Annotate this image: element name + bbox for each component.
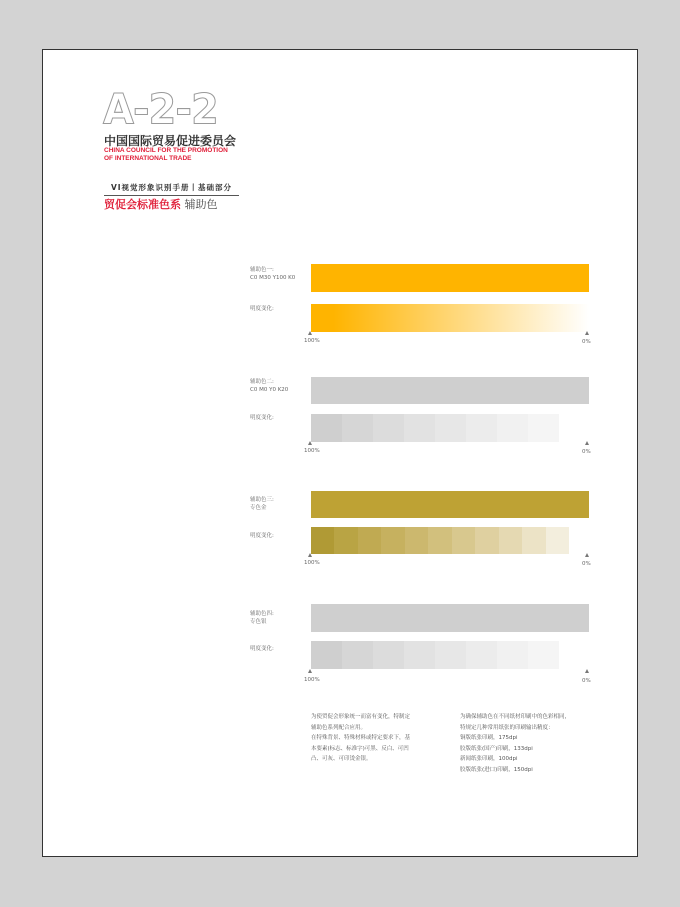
scale-marker-right (585, 553, 589, 557)
tint-step (311, 414, 342, 442)
color-3-label (250, 496, 274, 512)
notes-left (311, 712, 410, 765)
color-1-gradient (311, 304, 589, 332)
color-2-variation-label: 明度变化: (250, 415, 274, 421)
color-1-name: 辅助色一: (250, 267, 274, 273)
color-1-swatch (311, 264, 589, 292)
tint-step (428, 527, 451, 554)
note-line: 铜版纸张印刷，175dpi (460, 735, 518, 741)
tint-step (381, 527, 404, 554)
color-3-steps (311, 527, 569, 554)
color-2-label (250, 378, 288, 394)
tint-step (466, 414, 497, 442)
tint-step (435, 641, 466, 669)
color-1-label (250, 266, 295, 282)
org-name-cn: 中国国际贸易促进委员会 (104, 134, 237, 148)
tint-step (497, 641, 528, 669)
tint-step (452, 527, 475, 554)
color-4-swatch (311, 604, 589, 632)
scale-marker-right (585, 441, 589, 445)
scale-left-label: 100% (304, 448, 320, 454)
color-2-swatch (311, 377, 589, 404)
note-line: 凸、可灰、可印烫金银。 (311, 756, 372, 762)
tint-step (475, 527, 498, 554)
page-code: A-2-2 (103, 85, 218, 135)
scale-marker-left (308, 553, 312, 557)
tint-step (405, 527, 428, 554)
color-3-swatch (311, 491, 589, 518)
color-4-spec: 专色银 (250, 619, 267, 625)
note-line: 辅助色系列配合应用。 (311, 724, 367, 731)
tint-step (311, 641, 342, 669)
scale-marker-left (308, 441, 312, 445)
org-name-en-line2: OF INTERNATIONAL TRADE (104, 154, 192, 162)
tint-step (435, 414, 466, 442)
color-4-steps (311, 641, 559, 669)
tint-step (528, 414, 559, 442)
tint-step (404, 641, 435, 669)
note-line: 新闻纸张印刷，100dpi (460, 756, 518, 762)
note-line: 本要素(标志、标准字)可黑、反白、可凹 (311, 745, 409, 752)
note-line: 为确保辅助色在不同纸材印刷中的色彩相同， (460, 714, 571, 720)
tint-step (499, 527, 522, 554)
note-line: 胶版纸张(进口)印刷，150dpi (460, 766, 533, 773)
scale-left-label: 100% (304, 338, 320, 344)
tint-step (373, 641, 404, 669)
tint-step (466, 641, 497, 669)
scale-marker-right (585, 669, 589, 673)
note-line: 为使贸促会形象统一而富有变化，特制定 (311, 714, 411, 720)
tint-step (373, 414, 404, 442)
color-3-name: 辅助色三: (250, 497, 274, 503)
color-1-spec: C0 M30 Y100 K0 (250, 275, 296, 281)
color-4-variation-label: 明度变化: (250, 646, 274, 652)
color-1-variation-label: 明度变化: (250, 306, 274, 312)
org-name-en-line1: CHINA COUNCIL FOR THE PROMOTION (104, 147, 228, 154)
scale-right-label: 0% (582, 339, 591, 345)
tint-step (358, 527, 381, 554)
color-4-name: 辅助色四: (250, 611, 274, 617)
color-2-spec: C0 M0 Y0 K20 (250, 387, 289, 393)
note-line: 特规定几种常用纸张的印刷输出精度： (460, 724, 554, 731)
color-4-label (250, 610, 274, 626)
tint-step (522, 527, 545, 554)
color-3-variation-label: 明度变化: (250, 533, 274, 539)
scale-right-label: 0% (582, 678, 591, 684)
tint-step (497, 414, 528, 442)
section-title-main: 贸促会标准色系 (104, 198, 181, 211)
scale-right-label: 0% (582, 561, 591, 567)
scale-marker-left (308, 331, 312, 335)
tint-step (546, 527, 569, 554)
tint-step (342, 641, 373, 669)
section-title (104, 196, 218, 212)
scale-right-label: 0% (582, 449, 591, 455)
notes-right (460, 712, 570, 775)
document-page (42, 49, 638, 857)
scale-marker-left (308, 669, 312, 673)
scale-marker-right (585, 331, 589, 335)
org-name-en (104, 147, 228, 162)
color-2-steps (311, 414, 559, 442)
tint-step (404, 414, 435, 442)
tint-step (334, 527, 357, 554)
note-line: 胶版纸张(国产)印刷，133dpi (460, 745, 533, 752)
tint-step (528, 641, 559, 669)
tint-step (311, 527, 334, 554)
section-title-sub: 辅助色 (184, 198, 218, 211)
manual-title: VI视觉形象识别手册丨基础部分 (104, 182, 239, 196)
scale-left-label: 100% (304, 560, 320, 566)
note-line: 在特殊背景、特殊材料或特定要求下，基 (311, 735, 411, 741)
scale-left-label: 100% (304, 677, 320, 683)
tint-step (342, 414, 373, 442)
color-3-spec: 专色金 (250, 505, 267, 511)
color-2-name: 辅助色二: (250, 379, 274, 385)
